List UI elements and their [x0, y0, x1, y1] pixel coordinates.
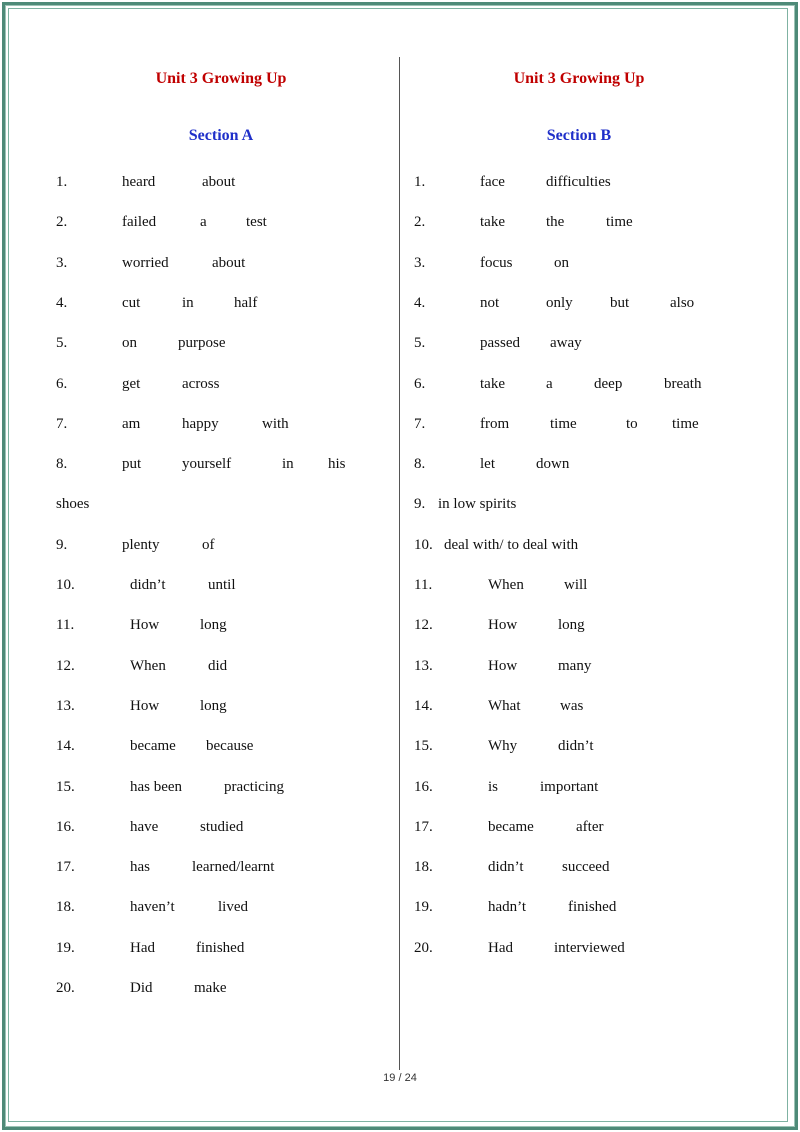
answer-word: about [202, 174, 236, 190]
answer-word: was [560, 697, 584, 714]
section-a-answer-row [56, 574, 396, 596]
answer-word: let [480, 456, 495, 473]
answer-word: long [558, 617, 585, 634]
answer-word: breath [664, 375, 702, 392]
item-number: 7. [414, 415, 426, 432]
item-number: 2. [414, 214, 426, 231]
answer-word: take [480, 375, 505, 392]
answer-word: about [212, 254, 246, 271]
answer-word: long [200, 697, 227, 714]
section-a-title: Section A [188, 127, 254, 144]
answer-word: haven’t [130, 899, 175, 916]
answer-word: to [626, 415, 638, 432]
item-number: 5. [414, 335, 426, 352]
item-number: 3. [56, 254, 68, 271]
answer-word: How [488, 617, 518, 634]
section-b-answer-row [414, 252, 754, 274]
answer-word: is [488, 778, 499, 795]
column-divider [399, 57, 400, 1070]
answer-word: finished [568, 899, 617, 916]
answer-word: became [488, 818, 534, 835]
unit-title-left: Unit 3 Growing Up [155, 70, 287, 87]
answer-word: plenty [122, 536, 160, 553]
answer-word: after [576, 818, 604, 835]
answer-word: in [282, 456, 294, 473]
answer-word: didn’t [488, 859, 524, 876]
answer-word: his [328, 456, 346, 473]
answer-word: take [480, 214, 505, 231]
answer-word: have [130, 818, 159, 835]
section-a-answer-row [56, 292, 396, 314]
answer-word: across [182, 375, 220, 392]
section-a-answer-row [56, 735, 396, 757]
answer-word: has [130, 859, 150, 876]
section-b-answer-row [414, 332, 754, 354]
section-a-answer-row [56, 252, 396, 274]
answer-word: long [200, 617, 227, 634]
item-number: 10. [414, 536, 433, 553]
answer-word: until [208, 577, 236, 593]
answer-word: Had [130, 939, 155, 956]
answer-word: important [540, 778, 599, 795]
answer-word: yourself [182, 456, 232, 473]
answer-word: lived [218, 899, 248, 916]
answer-word: became [130, 738, 176, 755]
answer-word: away [550, 335, 582, 352]
item-number: 15. [414, 738, 433, 755]
answer-word: happy [182, 415, 219, 432]
answer-word: How [130, 617, 160, 634]
answer-word: failed [122, 214, 157, 231]
section-a-answer-row [56, 171, 396, 193]
section-a-answer-row [56, 695, 396, 717]
answer-word: passed [480, 335, 520, 352]
answer-word: heard [122, 174, 156, 190]
section-b-answer-row [414, 574, 754, 596]
answer-word: from [480, 415, 510, 432]
section-a-answer-row [56, 493, 396, 515]
answer-word: studied [200, 818, 244, 835]
section-b-answer-row [414, 211, 754, 233]
item-number: 6. [414, 375, 426, 392]
answer-word: practicing [224, 778, 284, 795]
answer-word: half [234, 294, 258, 311]
answer-word: Did [130, 980, 153, 996]
section-a-answer-row [56, 453, 396, 475]
answer-word: did [208, 657, 228, 674]
item-number: 16. [56, 818, 75, 835]
answer-word: How [130, 697, 160, 714]
answer-word: the [546, 214, 565, 231]
item-number: 20. [56, 980, 75, 996]
section-a-answer-row [56, 856, 396, 878]
item-number: 4. [56, 294, 68, 311]
item-number: 20. [414, 939, 433, 956]
section-a-answer-row [56, 211, 396, 233]
answer-word: on [554, 254, 569, 271]
answer-word: finished [196, 939, 245, 956]
item-number: 4. [414, 294, 426, 311]
answer-word: but [610, 294, 630, 311]
answer-word: put [122, 456, 142, 473]
section-b-answer-row [414, 937, 754, 959]
section-a-answer-row [56, 332, 396, 354]
section-b-answer-row [414, 655, 754, 677]
section-b-answer-row [414, 373, 754, 395]
item-number: 12. [56, 657, 75, 674]
item-number: 12. [414, 617, 433, 634]
item-number: 14. [56, 738, 75, 755]
answer-word: because [206, 738, 254, 755]
answer-word: has been [130, 778, 183, 795]
section-b-answer-row [414, 413, 754, 435]
answer-word: deal with/ to deal with [444, 536, 579, 553]
item-number: 1. [56, 174, 68, 190]
section-a-answer-row [56, 413, 396, 435]
item-number: 17. [414, 818, 433, 835]
item-number: 1. [414, 174, 426, 190]
answer-word: not [480, 294, 500, 311]
answer-word: with [262, 415, 289, 432]
item-number: 2. [56, 214, 68, 231]
item-number: 11. [56, 617, 75, 634]
section-b-title: Section B [546, 127, 612, 144]
item-number: 9. [56, 536, 68, 553]
answer-word: will [564, 577, 588, 593]
answer-word: in [182, 294, 194, 311]
page-number: 19 / 24 [383, 1072, 417, 1084]
section-b-answer-row [414, 292, 754, 314]
answer-word: Had [488, 939, 513, 956]
answer-word: What [488, 697, 521, 714]
answer-word: many [558, 657, 592, 674]
answer-word: purpose [178, 335, 226, 352]
answer-word: down [536, 456, 570, 473]
section-a-answer-row [56, 655, 396, 677]
answer-word: cut [122, 294, 141, 311]
section-a-answer-row [56, 776, 396, 798]
item-number: 18. [56, 899, 75, 916]
answer-word: a [546, 375, 553, 392]
answer-word: learned/learnt [192, 859, 275, 876]
item-number: 3. [414, 254, 426, 271]
answer-word: time [550, 415, 577, 432]
section-a-answer-row [56, 816, 396, 838]
item-number: 15. [56, 778, 75, 795]
section-b-answer-row [414, 614, 754, 636]
answer-word: am [122, 415, 141, 432]
item-number: 14. [414, 697, 433, 714]
answer-word: worried [122, 254, 169, 271]
answer-word: on [122, 335, 137, 352]
section-a-answer-row [56, 373, 396, 395]
answer-word: hadn’t [488, 899, 527, 916]
answer-word: difficulties [546, 174, 611, 190]
item-number: 9. [414, 496, 426, 513]
item-number: 18. [414, 859, 433, 876]
item-number: 10. [56, 577, 75, 593]
answer-word: When [488, 577, 524, 593]
answer-word: succeed [562, 859, 610, 876]
item-number: 13. [56, 697, 75, 714]
item-number: 11. [414, 577, 433, 593]
item-number: 17. [56, 859, 75, 876]
item-number: 8. [56, 456, 68, 473]
section-a-answer-row [56, 614, 396, 636]
section-b-answer-row [414, 856, 754, 878]
section-b-answer-row [414, 171, 754, 193]
answer-word: in low spirits [438, 496, 517, 513]
unit-title-right: Unit 3 Growing Up [513, 70, 645, 87]
item-number: 7. [56, 415, 68, 432]
answer-word: only [546, 294, 573, 311]
answer-word: focus [480, 254, 513, 271]
answer-word: test [246, 214, 267, 231]
section-a-answer-row [56, 937, 396, 959]
section-b-answer-row [414, 896, 754, 918]
item-number: 13. [414, 657, 433, 674]
item-number: 5. [56, 335, 68, 352]
section-b-answer-row [414, 695, 754, 717]
item-number: 16. [414, 778, 433, 795]
answer-word: a [200, 214, 207, 231]
answer-word: didn’t [130, 577, 166, 593]
answer-word: time [672, 415, 699, 432]
section-b-answer-row [414, 816, 754, 838]
answer-word: didn’t [558, 738, 594, 755]
section-b-answer-row [414, 735, 754, 757]
section-b-answer-row [414, 776, 754, 798]
answer-word: deep [594, 375, 623, 392]
answer-word: face [480, 174, 505, 190]
answer-word: time [606, 214, 633, 231]
item-number: 8. [414, 456, 426, 473]
item-number: 19. [56, 939, 75, 956]
section-b-answer-row [414, 534, 754, 556]
item-number: 19. [414, 899, 433, 916]
answer-word: of [202, 536, 215, 553]
answer-word: make [194, 980, 227, 996]
section-b-answer-row [414, 493, 754, 515]
section-b-answer-row [414, 453, 754, 475]
answer-word: shoes [56, 496, 90, 513]
section-a-answer-row [56, 896, 396, 918]
answer-word: When [130, 657, 166, 674]
section-a-answer-row [56, 977, 396, 999]
section-a-answer-row [56, 534, 396, 556]
answer-word: How [488, 657, 518, 674]
answer-word: get [122, 375, 141, 392]
answer-word: also [670, 294, 695, 311]
answer-word: Why [488, 738, 518, 755]
answer-word: interviewed [554, 939, 625, 956]
item-number: 6. [56, 375, 68, 392]
